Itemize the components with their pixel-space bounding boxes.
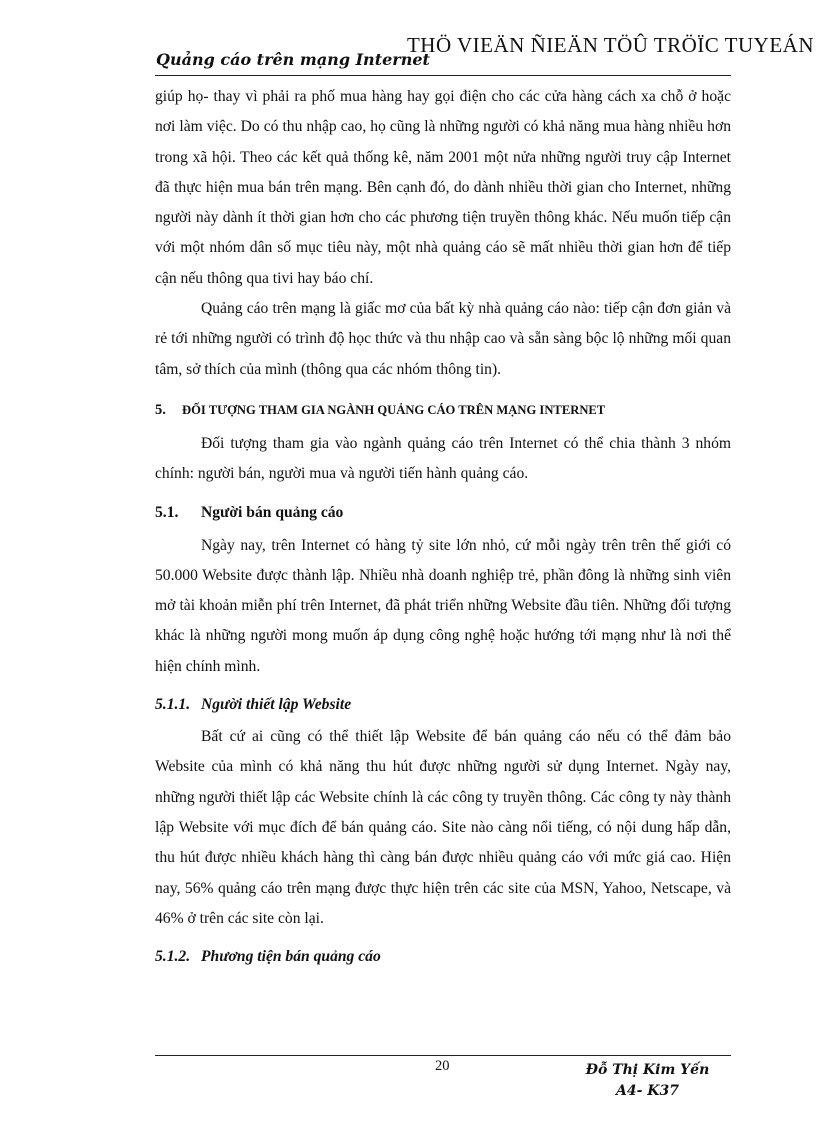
- page-number: 20: [435, 1058, 450, 1074]
- subsection-number: 5.1.: [155, 503, 179, 521]
- author-signature: [585, 1060, 710, 1102]
- subsubsection-title: Phương tiện bán quảng cáo: [201, 948, 381, 966]
- paragraph: Quảng cáo trên mạng là giấc mơ của bất kỳ nhà quảng cáo nào: tiếp cận đơn giản và rẻ tới những người có trình độ học thức và thu nhập cao và sẵn sàng bộc lộ những mối quan tâm, sở thích của mình (thông qua các nhóm thông tin).: [155, 300, 731, 378]
- author-class: A4- K37: [616, 1083, 679, 1099]
- footer-divider: [155, 1055, 731, 1056]
- author-name: Đỗ Thị Kim Yến: [585, 1062, 710, 1078]
- page-body: [155, 82, 731, 974]
- section-heading: [155, 399, 731, 421]
- paragraph: giúp họ- thay vì phải ra phố mua hàng hay gọi điện cho các cửa hàng cách xa chỗ ở hoặc nơi làm việc. Do có thu nhập cao, họ cũng là những người có khả năng mua hàng nhiều hơn trong xã hội. Theo các kết quả thống kê, năm 2001 một nửa những người truy cập Internet đã thực hiện mua bán trên mạng. Bên cạnh đó, do dành nhiều thời gian cho Internet, những người này dành ít thời gian hơn cho các phương tiện truyền thông khác. Nếu muốn tiếp cận với một nhóm dân số mục tiêu này, một nhà quảng cáo sẽ mất nhiều thời gian hơn để tiếp cận nếu thông qua tivi hay báo chí.: [155, 88, 731, 287]
- subsubsection-title: Người thiết lập Website: [201, 696, 352, 714]
- subsection-title: Người bán quảng cáo: [201, 503, 344, 521]
- section-number: 5.: [155, 401, 166, 418]
- header-divider: [155, 75, 731, 76]
- subsubsection-number: 5.1.1.: [155, 696, 191, 714]
- subsubsection-heading: [155, 694, 731, 716]
- paragraph: Ngày nay, trên Internet có hàng tỷ site lớn nhỏ, cứ mỗi ngày trên trên thế giới có 50.000 Website được thành lập. Nhiều nhà doanh nghiệp trẻ, phần đông là những sinh viên mở tài khoản miễn phí trên Internet, đã phát triển những Website đầu tiên. Những đối tượng khác là những người mong muốn áp dụng công nghệ hoặc hướng tới mạng như là nơi thể hiện chính mình.: [155, 536, 731, 675]
- paragraph: Đối tượng tham gia vào ngành quảng cáo trên Internet có thể chia thành 3 nhóm chính: người bán, người mua và người tiến hành quảng cáo.: [155, 434, 731, 483]
- subsection-heading: [155, 502, 731, 524]
- running-header-title: Quảng cáo trên mạng Internet: [156, 50, 430, 69]
- section-title: ĐỐI TƯỢNG THAM GIA NGÀNH QUẢNG CÁO TRÊN MẠNG INTERNET: [182, 402, 606, 417]
- subsubsection-heading: [155, 946, 731, 968]
- subsubsection-number: 5.1.2.: [155, 948, 191, 966]
- watermark-text: THÖ VIEÄN ÑIEÄN TÖÛ TRÖÏC TUYEÁN: [406, 33, 814, 57]
- paragraph: Bất cứ ai cũng có thể thiết lập Website để bán quảng cáo nếu có thể đảm bảo Website của mình có khả năng thu hút được những người sử dụng Internet. Ngày nay, những người thiết lập các Website chính là các công ty truyền thông. Các công ty này thành lập Website với mục đích để bán quảng cáo. Site nào càng nổi tiếng, có nội dung hấp dẫn, thu hút được nhiều khách hàng thì càng bán được nhiều quảng cáo với mức giá cao. Hiện nay, 56% quảng cáo trên mạng được thực hiện trên các site của MSN, Yahoo, Netscape, và 46% ở trên các site còn lại.: [155, 728, 731, 927]
